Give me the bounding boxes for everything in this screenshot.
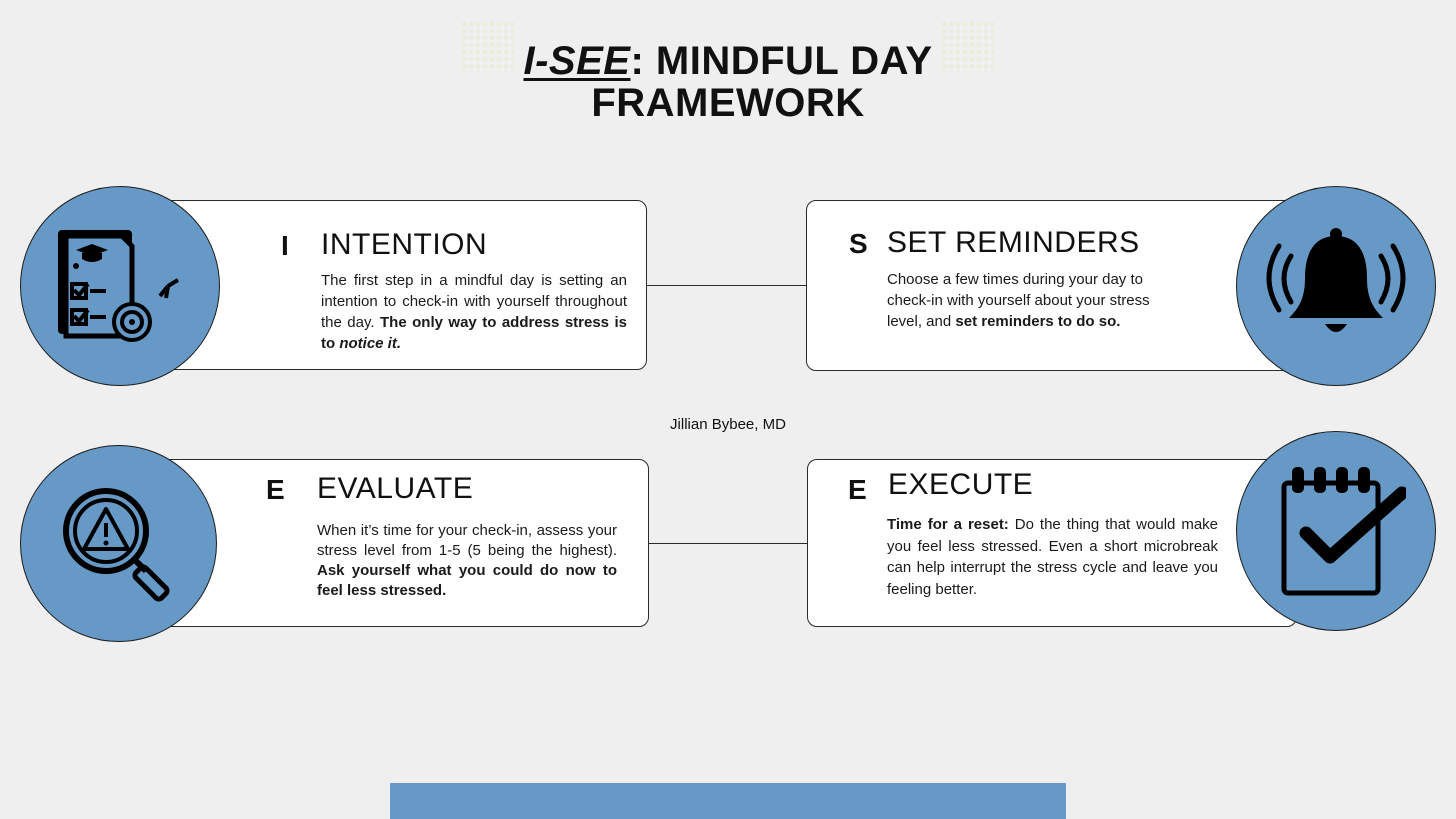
author-credit: Jillian Bybee, MD <box>670 416 786 433</box>
step-letter-i: I <box>281 230 289 261</box>
step-body-evaluate: When it’s time for your check-in, assess your stress level from 1-5 (5 being the highest). Ask yourself what you could do now to feel less stressed. <box>317 522 617 599</box>
step-letter-e-execute: E <box>848 474 867 505</box>
connector-top <box>646 285 808 286</box>
step-heading-reminders: SET REMINDERS <box>887 226 1140 259</box>
step-body-reminders: Choose a few times during your day to check-in with yourself about your stress level, and set reminders to do so. <box>887 271 1150 330</box>
bottom-accent-bar <box>390 783 1066 819</box>
checklist-target-icon <box>50 226 190 346</box>
title-line2: FRAMEWORK <box>591 81 865 125</box>
step-circle-reminders <box>1236 186 1436 386</box>
magnifier-warning-icon <box>54 479 184 609</box>
step-body-execute: Time for a reset: Do the thing that would make you feel less stressed. Even a short microbreak can help interrupt the stress cycle and leave you feeling better. <box>887 516 1219 598</box>
notepad-check-icon <box>1266 461 1406 601</box>
step-letter-s: S <box>849 228 868 259</box>
title-rest: : MINDFUL DAY <box>630 39 933 83</box>
title-acronym: I-SEE <box>523 39 631 83</box>
step-heading-execute: EXECUTE <box>888 468 1034 501</box>
step-heading-evaluate: EVALUATE <box>317 472 474 505</box>
page-title <box>0 40 1456 124</box>
step-circle-intention <box>20 186 220 386</box>
step-letter-e-evaluate: E <box>266 474 285 505</box>
bell-icon <box>1261 226 1411 346</box>
step-circle-evaluate <box>20 445 217 642</box>
connector-bottom <box>648 543 808 544</box>
step-heading-intention: INTENTION <box>321 228 488 261</box>
step-body-intention: The first step in a mindful day is setting an intention to check-in with yourself throughout the day. The only way to address stress is to notice it. <box>321 272 627 352</box>
step-circle-execute <box>1236 431 1436 631</box>
